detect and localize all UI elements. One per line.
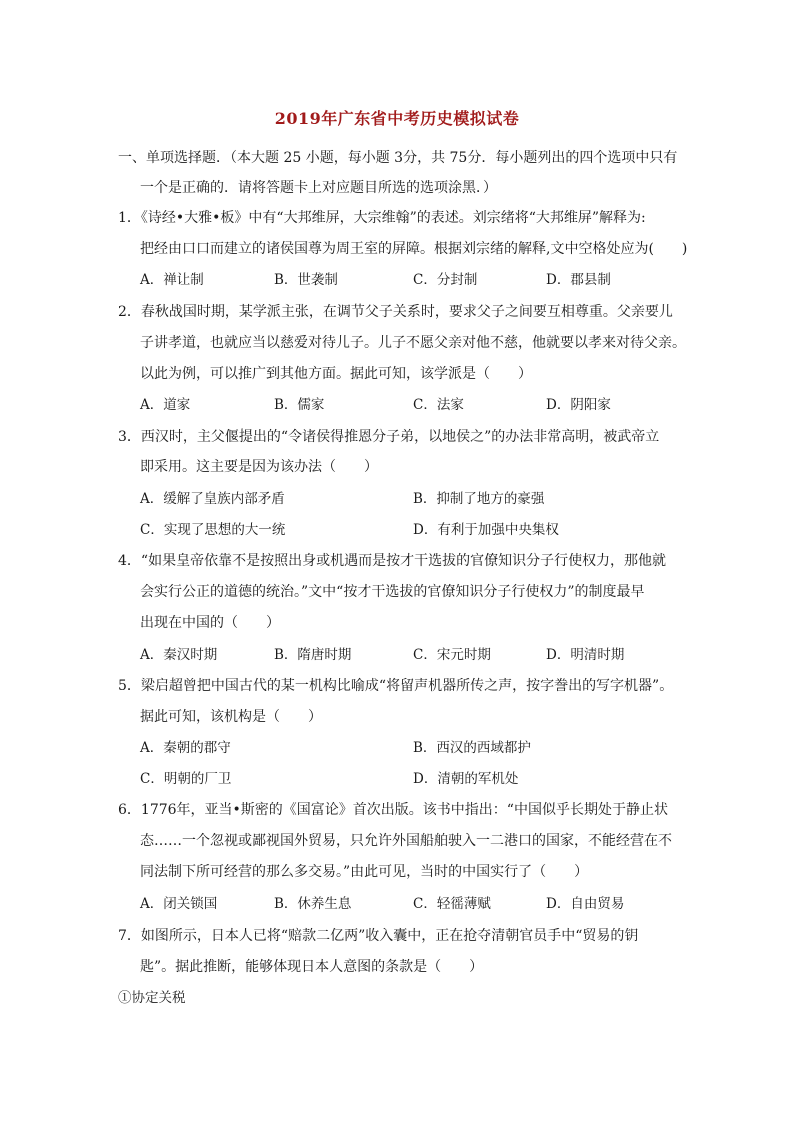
q5-option-a: A．秦朝的郡守 (140, 740, 231, 756)
q2-line3: 以此为例，可以推广到其他方面。据此可知，该学派是（ ） (140, 366, 532, 382)
q6-line2: 态……一个忽视或鄙视国外贸易，只允许外国船舶驶入一二港口的国家，不能经营在不 (140, 833, 672, 849)
q1-option-c: C．分封制 (413, 272, 478, 288)
q2-line2: 子讲孝道，也就应当以慈爱对待儿子。儿子不愿父亲对他不慈，他就要以孝来对待父亲。 (140, 335, 686, 351)
q3-option-d: D．有利于加强中央集权 (413, 522, 559, 538)
q1-option-a: A．禅让制 (140, 272, 204, 288)
q2-option-b: B．儒家 (274, 397, 325, 413)
q4-option-b: B．隋唐时期 (274, 647, 352, 663)
q3-line1: 3．西汉时，主父偃提出的“令诸侯得推恩分子弟，以地侯之”的办法非常高明，被武帝立 (118, 429, 660, 445)
q1-line1: 1．《诗经•大雅•板》中有“大邦维屏，大宗维翰”的表述。刘宗绪将“大邦维屏”解释为: (118, 210, 646, 226)
q7-item-1: ①协定关税 (118, 990, 186, 1006)
q3-option-a: A．缓解了皇族内部矛盾 (140, 491, 285, 507)
q3-option-b: B．抑制了地方的豪强 (413, 491, 545, 507)
q2-option-a: A．道家 (140, 397, 191, 413)
exam-title: 2019年广东省中考历史模拟试卷 (274, 109, 520, 128)
q5-line2: 据此可知，该机构是（ ） (140, 709, 322, 725)
q3-option-c: C．实现了思想的大一统 (140, 522, 286, 538)
q5-option-b: B．西汉的西域都护 (413, 740, 531, 756)
q3-line2: 即采用。这主要是因为该办法（ ） (140, 459, 378, 475)
q6-option-c: C．轻徭薄赋 (413, 896, 491, 912)
q5-option-c: C．明朝的厂卫 (140, 771, 232, 787)
section-instructions-line1: 一、单项选择题．（本大题 25 小题，每小题 3分，共 75分．每小题列出的四个选项中只有 (118, 150, 678, 166)
q6-option-d: D．自由贸易 (546, 896, 625, 912)
section-instructions-line2: 一个是正确的．请将答题卡上对应题目所选的选项涂黑．） (140, 180, 497, 196)
q4-option-c: C．宋元时期 (413, 647, 491, 663)
q2-line1: 2．春秋战国时期，某学派主张，在调节父子关系时，要求父子之间要互相尊重。父亲要儿 (118, 304, 673, 320)
q5-option-d: D．清朝的军机处 (413, 771, 519, 787)
q5-line1: 5．梁启超曾把中国古代的某一机构比喻成“将留声机器所传之声，按字誊出的写字机器”。 (118, 678, 674, 694)
q4-option-a: A．秦汉时期 (140, 647, 218, 663)
q1-option-b: B．世袭制 (274, 272, 338, 288)
q4-line1: 4．“如果皇帝依靠不是按照出身或机遇而是按才干选拔的官僚知识分子行使权力，那他就 (118, 553, 667, 569)
q1-line2: 把经由口口而建立的诸侯国尊为周王室的屏障。根据刘宗绪的解释,文中空格处应为( ) (140, 241, 688, 257)
q4-line2: 会实行公正的道德的统治。”文中“按才干选拔的官僚知识分子行使权力”的制度最早 (140, 584, 645, 600)
q6-option-b: B．休养生息 (274, 896, 352, 912)
q7-line2: 匙”。据此推断，能够体现日本人意图的条款是（ ） (140, 959, 484, 975)
q6-option-a: A．闭关锁国 (140, 896, 218, 912)
q1-option-d: D．郡县制 (546, 272, 611, 288)
q6-line1: 6．1776年，亚当•斯密的《国富论》首次出版。该书中指出：“中国似乎长期处于静止状 (118, 802, 668, 818)
q2-option-d: D．阴阳家 (546, 397, 611, 413)
q6-line3: 同法制下所可经营的那么多交易。”由此可见，当时的中国实行了（ ） (140, 864, 589, 880)
q4-option-d: D．明清时期 (546, 647, 625, 663)
q2-option-c: C．法家 (413, 397, 464, 413)
q7-line1: 7．如图所示，日本人已将“赔款二亿两”收入囊中，正在抢夺清朝官员手中“贸易的钥 (118, 928, 639, 944)
q4-line3: 出现在中国的（ ） (140, 615, 280, 631)
